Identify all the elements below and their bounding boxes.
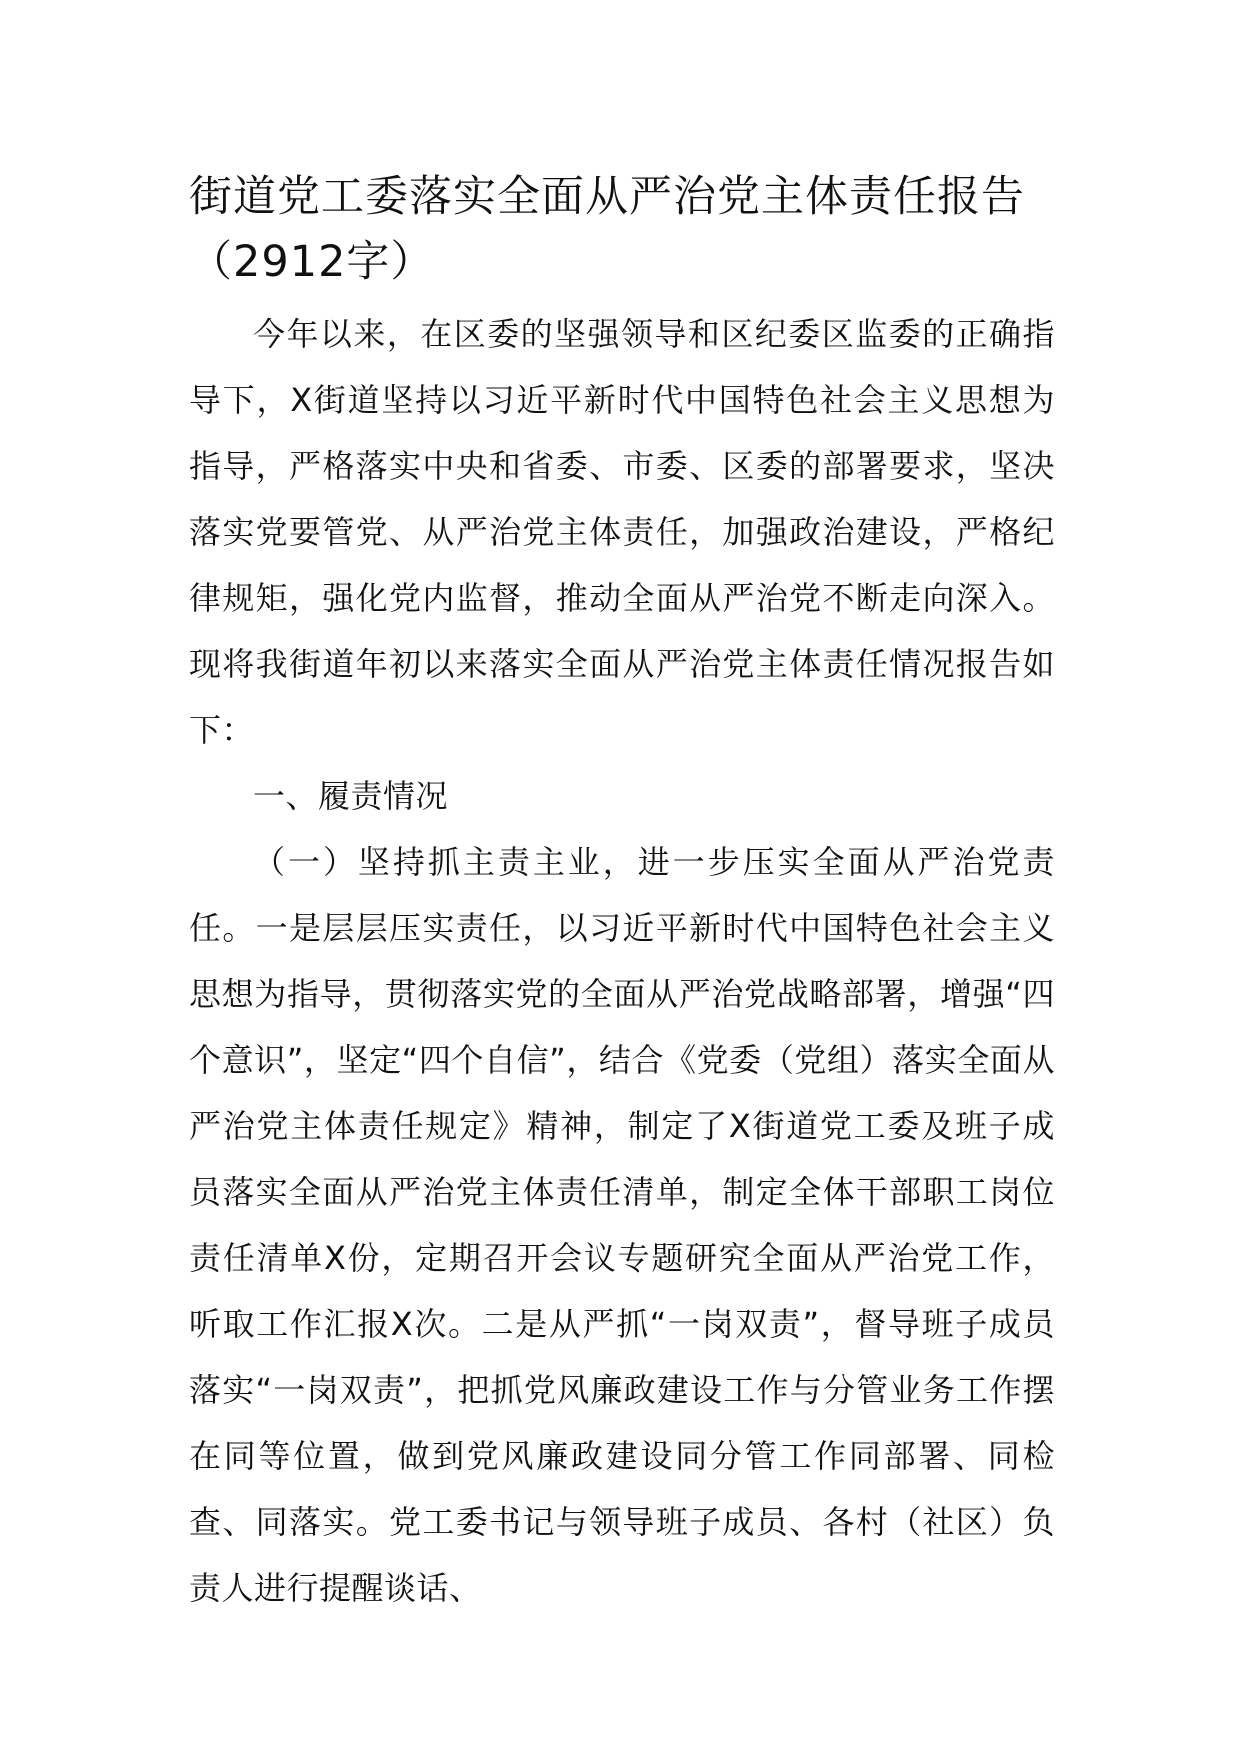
document-title: 街道党工委落实全面从严治党主体责任报告（2912字） [189,172,1025,287]
intro-paragraph: 今年以来，在区委的坚强领导和区纪委区监委的正确指导下，X街道坚持以习近平新时代中国特色社会主义思想为指导，严格落实中央和省委、市委、区委的部署要求，坚决落实党要管党、从严治党主体责任，加强政治建设，严格纪律规矩，强化党内监督，推动全面从严治党不断走向深入。现将我街道年初以来落实全面从严治党主体责任情况报告如下： [189,315,1055,749]
document-body [189,165,1055,1621]
section-heading: 一、履责情况 [253,777,449,815]
section-paragraph: （一）坚持抓主责主业，进一步压实全面从严治党责任。一是层层压实责任，以习近平新时代中国特色社会主义思想为指导，贯彻落实党的全面从严治党战略部署，增强“四个意识”，坚定“四个自信”，结合《党委（党组）落实全面从严治党主体责任规定》精神，制定了X街道党工委及班子成员落实全面从严治党主体责任清单，制定全体干部职工岗位责任清单X份，定期召开会议专题研究全面从严治党工作，听取工作汇报X次。二是从严抓“一岗双责”，督导班子成员落实“一岗双责”，把抓党风廉政建设工作与分管业务工作摆在同等位置，做到党风廉政建设同分管工作同部署、同检查、同落实。党工委书记与领导班子成员、各村（社区）负责人进行提醒谈话、 [189,843,1055,1607]
